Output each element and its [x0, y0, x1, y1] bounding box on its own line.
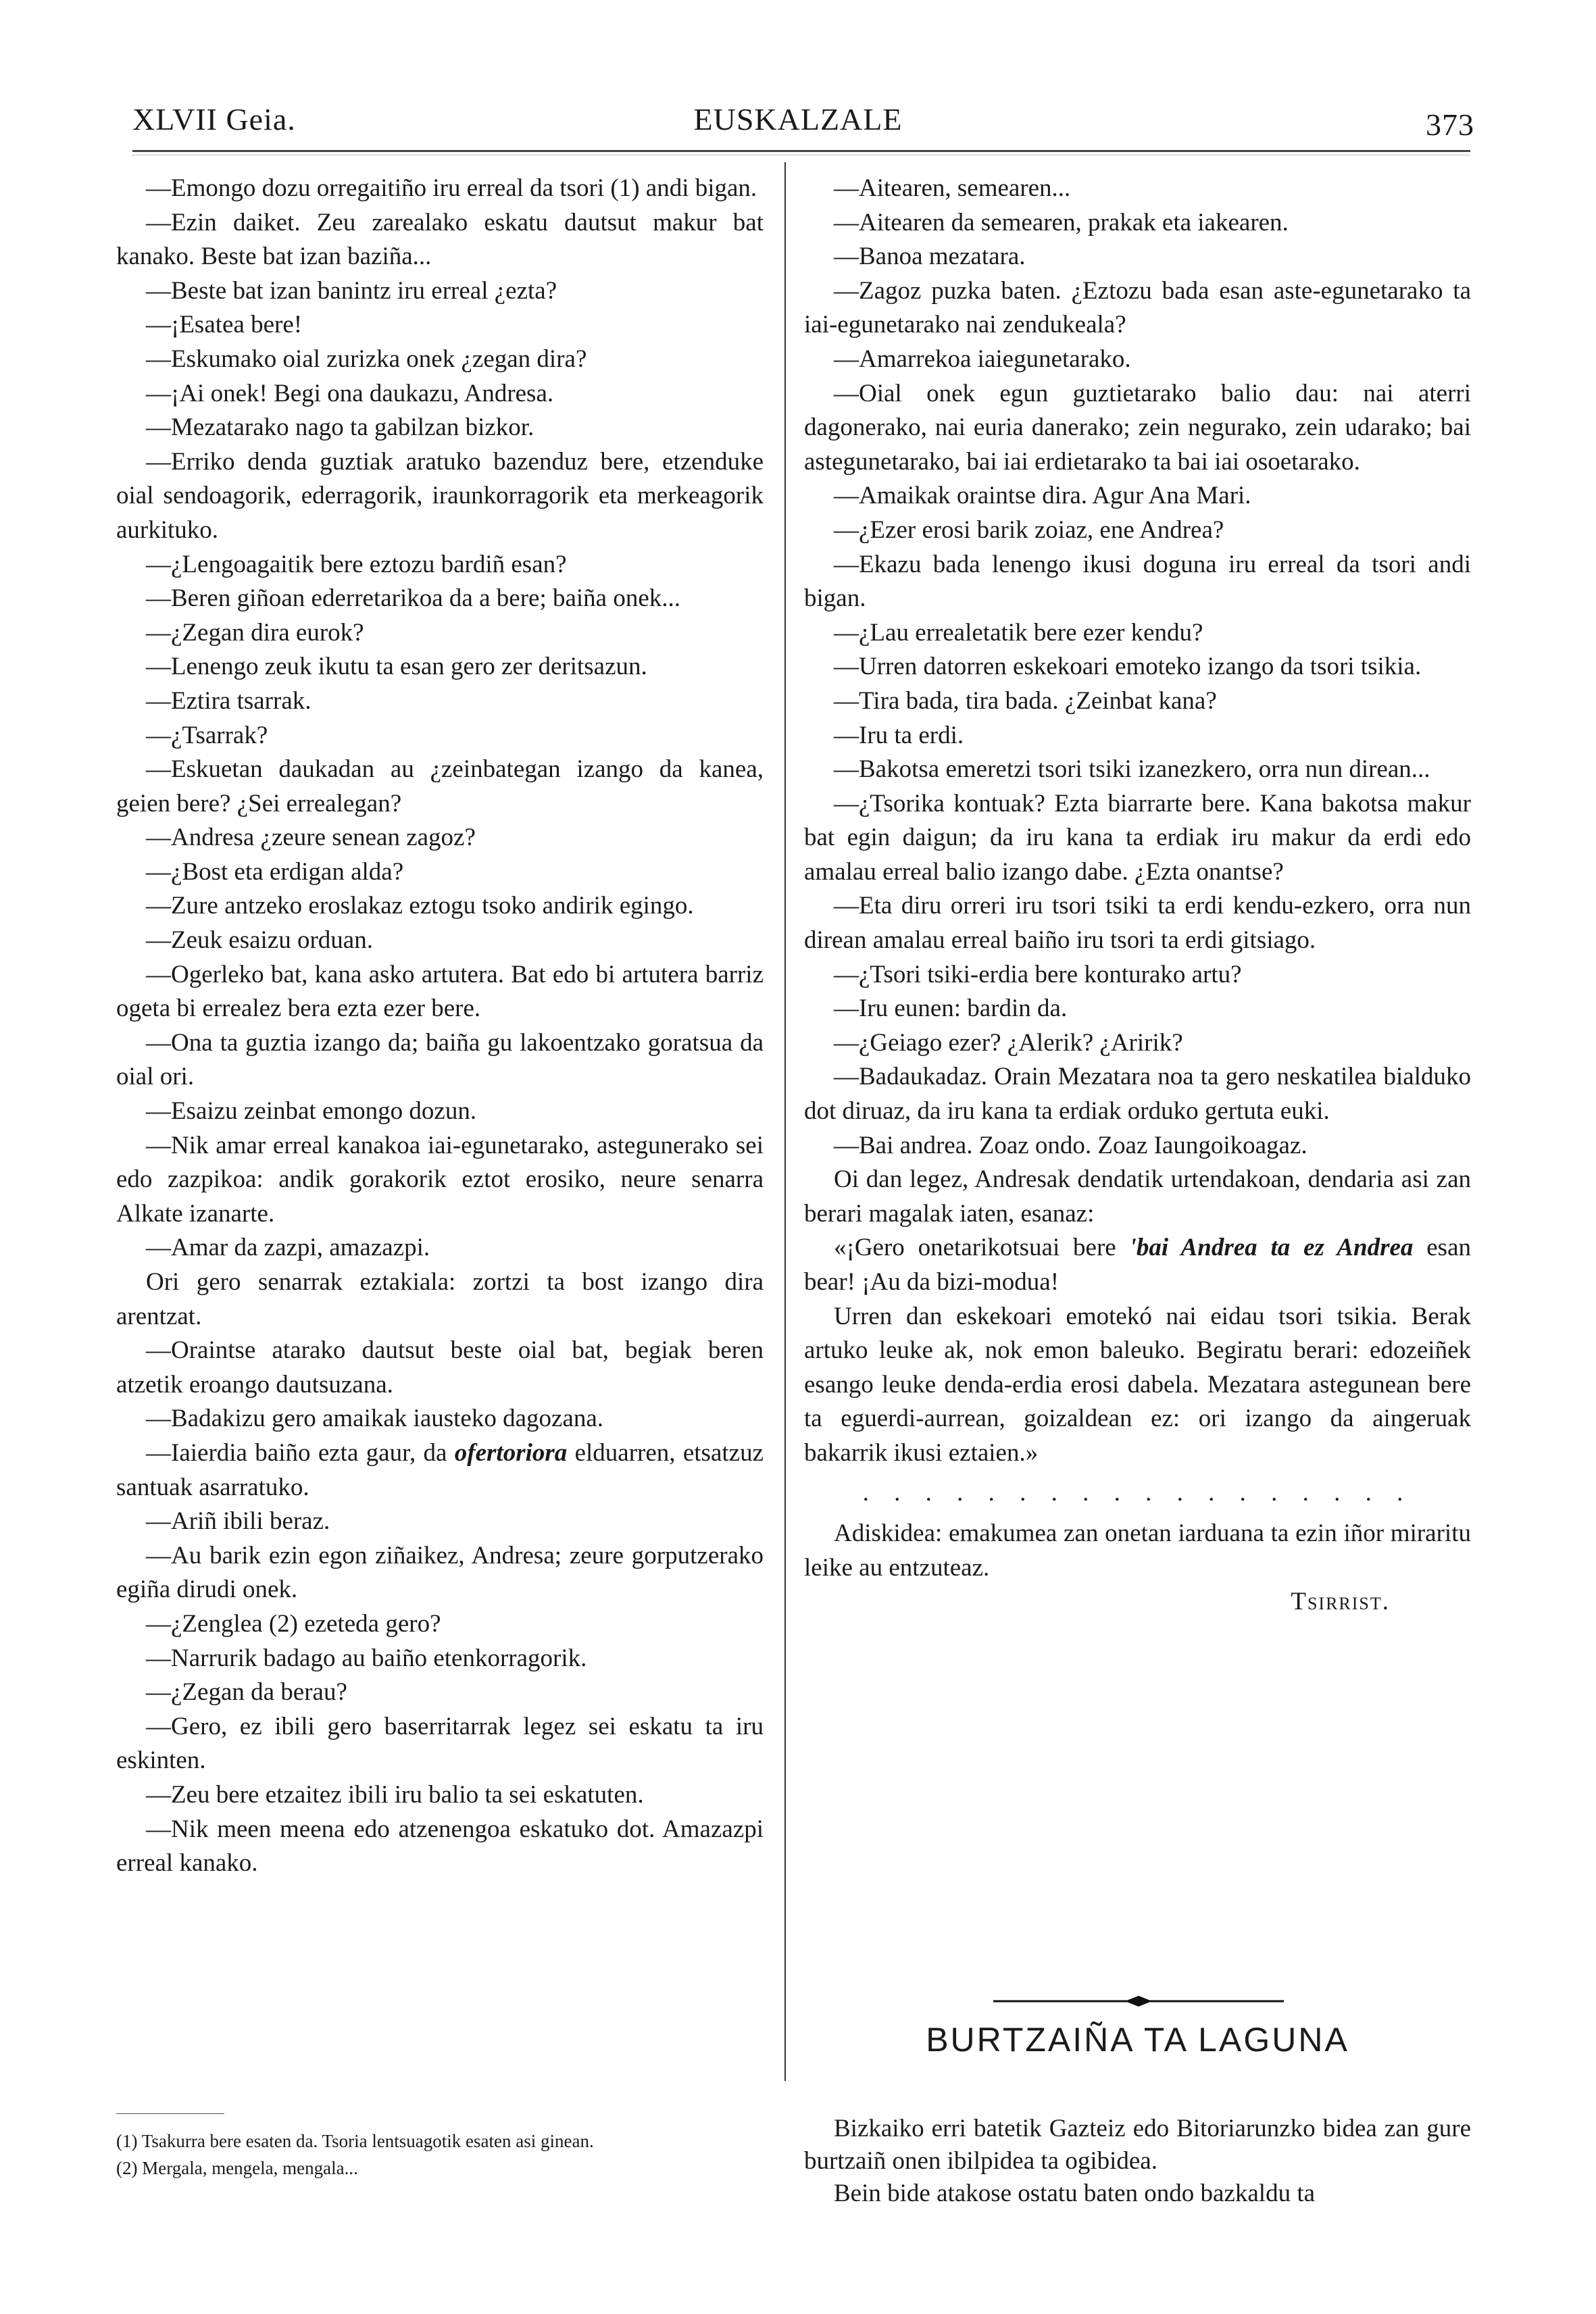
left-para: —Beste bat izan banintz iru erreal ¿ezta?: [146, 276, 557, 305]
right-para: —Amaikak oraintse dira. Agur Ana Mari.: [834, 482, 1251, 510]
left-para: —Lenengo zeuk ikutu ta esan gero zer deritsazun.: [146, 653, 647, 681]
header-title: EUSKALZALE: [693, 102, 903, 136]
italic-word: ofertoriora: [454, 1438, 568, 1467]
left-para: —Ona ta guztia izango da; baiña gu lakoentzako goratsua da oial ori.: [116, 1028, 764, 1091]
page-number: 373: [1426, 107, 1474, 142]
left-para: —Esaizu zeinbat emongo dozun.: [146, 1097, 477, 1126]
right-para: —Tira bada, tira bada. ¿Zeinbat kana?: [834, 686, 1217, 715]
left-para: —Zeu bere etzaitez ibili iru balio ta sei eskatuten.: [146, 1780, 644, 1809]
left-para: —¿Zegan da berau?: [146, 1678, 347, 1707]
section-text: [804, 2113, 1471, 2210]
right-para: —Aitearen, semearen...: [834, 174, 1071, 202]
right-para: —Badaukadaz. Orain Mezatara noa ta gero neskatilea bialduko dot diruaz, da iru kana ta erdiak orduko gertuta euki.: [804, 1063, 1471, 1126]
left-para: —Gero, ez ibili gero baserritarrak legez sei eskatu ta iru eskinten.: [116, 1712, 764, 1775]
right-para: Oi dan legez, Andresak dendatik urtendakoan, dendaria asi zan berari magalak iaten, esanaz:: [804, 1165, 1471, 1228]
left-para: —Beren giñoan ederretarikoa da a bere; baiña onek...: [146, 584, 681, 613]
left-para: —Nik amar erreal kanakoa iai-egunetarako, astegunerako sei edo zazpikoa: andik gorakorik eztot erosiko, neure senarra Alkate izanarte.: [116, 1131, 764, 1228]
column-divider: [784, 162, 786, 2081]
left-para: —Mezatarako nago ta gabilzan bizkor.: [146, 413, 534, 442]
left-para: —Narrurik badago au baiño etenkorragorik.: [146, 1644, 587, 1672]
ornament-divider: [993, 1994, 1284, 2008]
right-para: —¿Lau errealetatik bere ezer kendu?: [834, 618, 1203, 647]
right-para: —Iru ta erdi.: [834, 721, 964, 749]
right-para: —¿Tsorika kontuak? Ezta biarrarte bere. Kana bakotsa makur bat egin daigun; da iru kana ta erdiak iru makur da erdi edo amalau erreal balio izango dabe. ¿Ezta onantse?: [804, 789, 1471, 886]
footnotes: [116, 2128, 764, 2182]
right-para: —Ekazu bada lenengo ikusi doguna iru erreal da tsori andi bigan.: [804, 550, 1471, 613]
quote-before: «¡Gero onetarikotsuai bere: [834, 1234, 1130, 1262]
left-column: [116, 172, 764, 1881]
right-para: —Eta diru orreri iru tsori tsiki ta erdi kendu-ezkero, orra nun direan amalau erreal baiño iru tsori ta erdi gitsiago.: [804, 892, 1471, 955]
left-para: —¿Zegan dira eurok?: [146, 618, 364, 647]
left-para: —Zure antzeko eroslakaz eztogu tsoko andirik egingo.: [146, 892, 694, 920]
left-para: —Ogerleko bat, kana asko artutera. Bat edo bi artutera barriz ogeta bi errealez bera ezta ezer bere.: [116, 960, 764, 1023]
section-title: BURTZAIÑA TA LAGUNA: [926, 2021, 1349, 2059]
quote-after: esan bear! ¡Au da bizi-modua!: [804, 1234, 1471, 1296]
left-para: —Eskumako oial zurizka onek ¿zegan dira?: [146, 345, 587, 373]
left-para: —Oraintse atarako dautsut beste oial bat, begiak beren atzetik eroango dautsuzana.: [116, 1336, 764, 1399]
right-para: —Oial onek egun guztietarako balio dau: nai aterri dagonerako, nai euria danerako; zein negurako, zein udarako; bai astegunetarako, bai iai erdietarako ta bai iai osoetarako.: [804, 379, 1471, 476]
right-para: —Banoa mezatara.: [834, 243, 1026, 271]
right-para: —Aitearen da semearen, prakak eta iakearen.: [834, 208, 1289, 236]
left-para: —¿Bost eta erdigan alda?: [146, 857, 404, 886]
epilogue: Adiskidea: emakumea zan onetan iarduana ta ezin iñor miraritu leike au entzuteaz.: [804, 1519, 1471, 1582]
right-para: —¿Tsori tsiki-erdia bere konturako artu?: [834, 960, 1242, 988]
left-para: —¿Tsarrak?: [146, 721, 268, 749]
right-para: —¿Ezer erosi barik zoiaz, ene Andrea?: [834, 515, 1224, 544]
header-volume: XLVII Geia.: [132, 102, 296, 136]
left-para: —Andresa ¿zeure senean zagoz?: [146, 824, 476, 852]
left-para: —Au barik ezin egon ziñaikez, Andresa; zeure gorputzerako egiña dirudi onek.: [116, 1541, 764, 1604]
left-para: —Erriko denda guztiak aratuko bazenduz bere, etzenduke oial sendoagorik, ederragorik, iraunkorragorik eta merkeagorik aurkituko.: [116, 447, 764, 544]
footnote: (1) Tsakurra bere esaten da. Tsoria lentsuagotik esaten asi ginean.: [116, 2131, 594, 2151]
right-para: —Bakotsa emeretzi tsori tsiki izanezkero, orra nun direan...: [834, 755, 1430, 784]
left-para: —¡Esatea bere!: [146, 311, 303, 339]
quote-para: [804, 1231, 1471, 1299]
right-para: Urren dan eskekoari emotekó nai eidau tsori tsikia. Berak artuko leuke ak, nok emon baleuko. Begiratu berari: edozeiñek esango leuke denda-erdia erosi dabela. Mezatara astegunean bere ta eguerdi-aurrean, goizaldean ez: ori izango da aingeruak bakarrik ikusi eztaien.»: [804, 1302, 1471, 1467]
right-para: —Zagoz puzka baten. ¿Eztozu bada esan aste-egunetarako ta iai-egunetarako nai zendukeala?: [804, 276, 1471, 339]
right-para: —Iru eunen: bardin da.: [834, 995, 1068, 1023]
right-para: —Amarrekoa iaiegunetarako.: [834, 345, 1131, 373]
left-para: —¿Lengoagaitik bere eztozu bardiñ esan?: [146, 550, 567, 578]
left-para: —Iaierdia baiño ezta gaur, da ofertoriora elduarren, etsatzuz santuak asarratuko.: [116, 1438, 764, 1501]
signature: Tsirrist.: [1291, 1588, 1390, 1616]
left-para: —Badakizu gero amaikak iausteko dagozana.: [146, 1405, 604, 1433]
section-para: Bizkaiko erri batetik Gazteiz edo Bitoriarunzko bidea zan gure burtzaiñ onen ibilpidea ta ogibidea.: [804, 2115, 1471, 2175]
dot-separator: . . . . . . . . . . . . . . . . . .: [862, 1478, 1413, 1507]
right-para: —Bai andrea. Zoaz ondo. Zoaz Iaungoikoagaz.: [834, 1131, 1307, 1159]
section-para: Bein bide atakose ostatu baten ondo bazkaldu ta: [834, 2180, 1316, 2207]
footnote: (2) Mergala, mengela, mengala...: [116, 2158, 358, 2178]
right-para: —Urren datorren eskekoari emoteko izango da tsori tsikia.: [834, 653, 1422, 681]
left-para: —Amar da zazpi, amazazpi.: [146, 1234, 430, 1262]
left-para: —Nik meen meena edo atzenengoa eskatuko dot. Amazazpi erreal kanako.: [116, 1815, 764, 1878]
left-para: —Emongo dozu orregaitiño iru erreal da tsori (1) andi bigan.: [146, 174, 757, 202]
left-para: —¡Ai onek! Begi ona daukazu, Andresa.: [146, 379, 554, 407]
left-para: —Eskuetan daukadan au ¿zeinbategan izango da kanea, geien bere? ¿Sei errealegan?: [116, 755, 764, 818]
left-para: —Zeuk esaizu orduan.: [146, 926, 373, 955]
header-rule: [132, 150, 1470, 152]
left-para: —Ezin daiket. Zeu zarealako eskatu dautsut makur bat kanako. Beste bat izan baziña...: [116, 208, 764, 271]
footnote-rule: [116, 2113, 224, 2114]
quote-italic: 'bai Andrea ta ez Andrea: [1129, 1234, 1414, 1262]
left-para: Ori gero senarrak eztakiala: zortzi ta bost izango dira arentzat.: [116, 1268, 764, 1330]
right-column: [804, 172, 1471, 1619]
left-para: —Ariñ ibili beraz.: [146, 1507, 330, 1536]
right-para: —¿Geiago ezer? ¿Alerik? ¿Aririk?: [834, 1028, 1183, 1057]
left-para: —Eztira tsarrak.: [146, 686, 311, 715]
left-para: —¿Zenglea (2) ezeteda gero?: [146, 1609, 441, 1638]
